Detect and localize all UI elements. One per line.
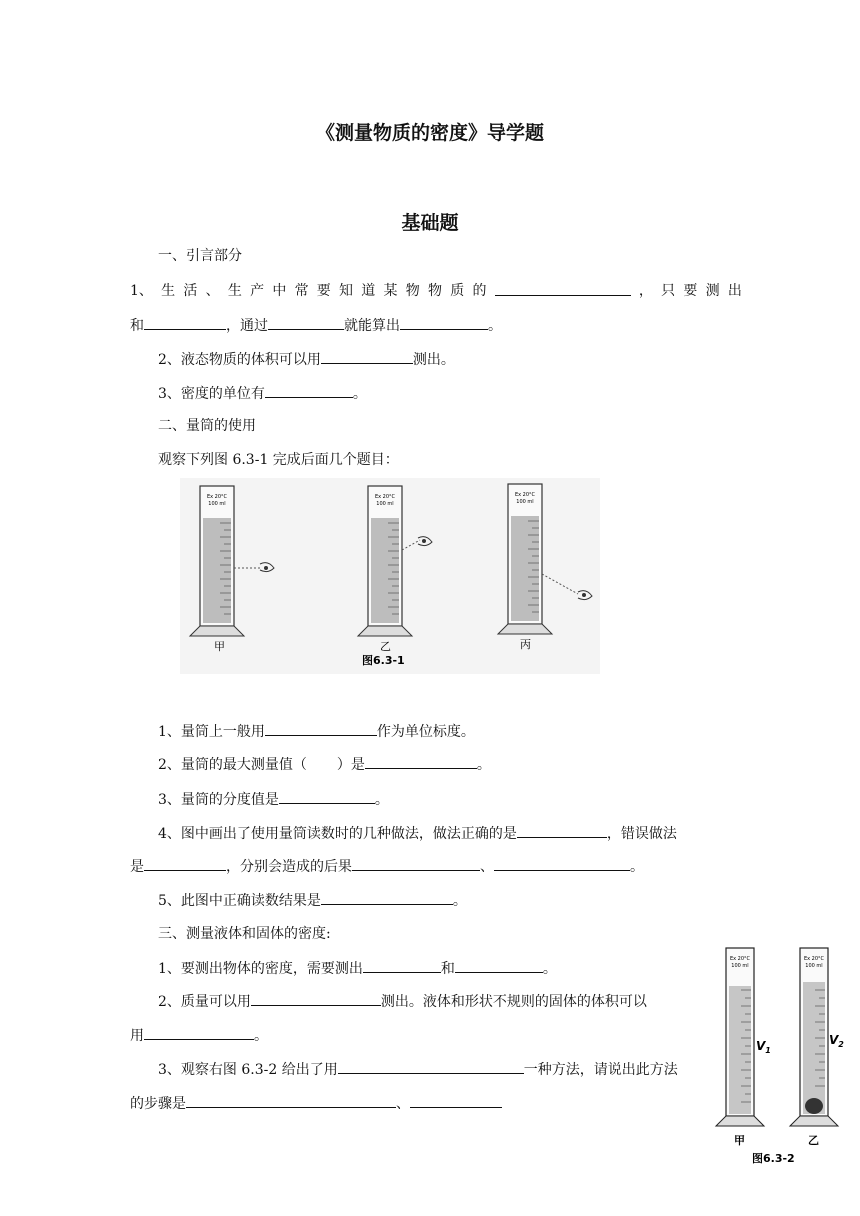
s3-q2-blank-2[interactable] [144, 1025, 254, 1040]
s2-q2-text: 2、量筒的最大测量值（ [158, 757, 307, 773]
s2-q2-blank[interactable] [365, 754, 477, 769]
figure-6-3-1 [180, 478, 600, 674]
s2-q1-blank[interactable] [265, 721, 377, 736]
figure-caption: 图6.3-1 [362, 654, 405, 667]
v2-label: $V_2$ [829, 1033, 844, 1049]
cylinder-label: Ex 20°C [729, 956, 751, 962]
s2-q4-blank-3[interactable] [352, 856, 480, 871]
section3-heading: 三、测量液体和固体的密度: [158, 926, 331, 942]
s3-q3-text: 的步骤是 [130, 1096, 186, 1112]
s3-q2-text: 测出。液体和形状不规则的固体的体积可以 [380, 994, 647, 1010]
s1-q1-char: 某 [383, 283, 398, 299]
s2-q4-line1 [158, 823, 677, 844]
s1-q1-text: 和 [130, 318, 144, 334]
section1-heading: 一、引言部分 [158, 248, 242, 264]
s1-q3-text: 3、密度的单位有 [158, 386, 265, 402]
s2-q4-blank-2[interactable] [144, 856, 226, 871]
s2-q4-blank-4[interactable] [494, 856, 630, 871]
s1-q1-char: 产 [250, 283, 265, 299]
s1-q1-text: 。 [488, 318, 502, 334]
s1-q1-blank-1[interactable] [495, 281, 631, 296]
s3-q2-text: 2、质量可以用 [158, 994, 251, 1010]
s3-q3-text: 一种方法，请说出此方法 [523, 1062, 678, 1078]
cylinder-capacity: 100 ml [376, 501, 394, 507]
s3-q2-text: 用 [130, 1028, 144, 1044]
figure-label-jia-2: 甲 [734, 1134, 745, 1147]
s2-q1 [158, 721, 475, 742]
s2-q4-text: 4、图中画出了使用量筒读数时的几种做法，做法正确的是 [158, 826, 517, 842]
cylinder-capacity: 100 ml [208, 501, 226, 507]
s1-q1-line2 [130, 315, 502, 336]
s2-q4-blank-1[interactable] [517, 823, 607, 838]
s3-q2-text: 。 [254, 1028, 268, 1044]
s1-q1-text: ，通过 [226, 318, 268, 334]
s2-q5 [158, 890, 467, 911]
s3-q3-blank-2[interactable] [186, 1093, 396, 1108]
s1-q1-char: 常 [294, 283, 309, 299]
s3-q1-text: 1、要测出物体的密度，需要测出 [158, 961, 363, 977]
s1-q1-line1 [130, 281, 742, 301]
s1-q2 [158, 349, 455, 370]
s3-q3-blank-3[interactable] [410, 1093, 502, 1108]
cylinder-capacity: 100 ml [805, 963, 823, 969]
s2-q4-text: 、 [480, 859, 494, 875]
s3-q3-text: 、 [396, 1096, 410, 1112]
cylinder-label: Ex 20°C [514, 492, 536, 498]
s2-q4-text: ，分别会造成的后果 [226, 859, 352, 875]
s2-q5-text: 5、此图中正确读数结果是 [158, 893, 321, 909]
s3-q3-blank-1[interactable] [338, 1059, 524, 1074]
s2-q4-text: 。 [630, 859, 644, 875]
s2-q1-text: 作为单位标度。 [376, 724, 475, 740]
figure-6-3-2 [708, 938, 846, 1168]
s1-q1-blank-4[interactable] [400, 315, 488, 330]
cylinder-jia-2 [716, 948, 771, 1147]
figure-label-bing: 丙 [520, 638, 531, 651]
s3-q1 [158, 958, 557, 979]
s1-q2-text: 2、液态物质的体积可以用 [158, 352, 321, 368]
s2-q3-text: 3、量筒的分度值是 [158, 792, 279, 808]
s1-q1-char: 生 [227, 283, 242, 299]
s3-q1-text: 和 [440, 961, 455, 977]
s1-q1-char: 中 [272, 283, 287, 299]
s1-q1-char: 道 [361, 283, 376, 299]
s3-q2-blank-1[interactable] [251, 991, 381, 1006]
s2-q2-text: ）是 [336, 757, 365, 773]
cylinder-capacity: 100 ml [731, 963, 749, 969]
s2-q4-line2 [130, 856, 644, 877]
s1-q1-char: 质 [450, 283, 465, 299]
s3-q2-line1 [158, 991, 647, 1012]
v1-label: $V_1$ [756, 1039, 771, 1055]
s1-q2-blank[interactable] [321, 349, 413, 364]
s3-q3-line2 [130, 1093, 502, 1114]
s1-q3-blank[interactable] [265, 383, 353, 398]
cylinder-label: Ex 20°C [206, 494, 228, 500]
s2-intro: 观察下列图 6.3-1 完成后面几个题目： [158, 452, 399, 468]
s1-q3-text: 。 [352, 386, 367, 402]
s1-q3 [158, 383, 367, 404]
figure-label-yi: 乙 [380, 640, 391, 653]
s1-q1-char: 物 [427, 283, 442, 299]
s1-q1-text: 就能算出 [344, 318, 400, 334]
s2-q1-text: 1、量筒上一般用 [158, 724, 265, 740]
cylinder-yi-2 [790, 948, 844, 1147]
s1-q1-blank-2[interactable] [144, 315, 226, 330]
s1-q2-text: 测出。 [412, 352, 455, 368]
s1-q1-char: 要 [316, 283, 331, 299]
s2-q3-text: 。 [374, 792, 389, 808]
s2-q4-text: 是 [130, 859, 144, 875]
s1-q1-char: 知 [339, 283, 354, 299]
section-subtitle: 基础题 [401, 212, 459, 234]
figure-label-yi-2: 乙 [808, 1134, 819, 1147]
s2-q2 [158, 754, 491, 775]
s2-q3-blank[interactable] [279, 789, 375, 804]
s3-q3-line1 [158, 1059, 678, 1080]
figure-label-jia: 甲 [214, 640, 225, 653]
s2-q5-blank[interactable] [321, 890, 453, 905]
s1-q1-char: 测 [705, 283, 720, 299]
s1-q1-char: 、 [205, 283, 220, 299]
s3-q2-line2 [130, 1025, 268, 1046]
s3-q1-blank-1[interactable] [363, 958, 441, 973]
s1-q1-char: 生 [161, 283, 176, 299]
s2-q5-text: 。 [452, 893, 467, 909]
s2-q4-text: ，错误做法 [606, 826, 677, 842]
document-title: 《测量物质的密度》导学题 [315, 122, 544, 144]
s1-q1-blank-3[interactable] [268, 315, 344, 330]
figure-caption-2: 图6.3-2 [752, 1152, 795, 1165]
solid-object [805, 1098, 823, 1114]
cylinder-label: Ex 20°C [803, 956, 825, 962]
section2-heading: 二、量筒的使用 [158, 418, 256, 434]
s3-q3-text: 3、观察右图 6.3-2 给出了用 [158, 1062, 338, 1078]
s1-q1-char: 只 [661, 283, 676, 299]
s1-q1-char: 活 [183, 283, 198, 299]
s3-q1-text: 。 [542, 961, 557, 977]
s2-q3 [158, 789, 389, 810]
s1-q1-char: 的 [472, 283, 487, 299]
s1-q1-char: 物 [405, 283, 420, 299]
cylinder-label: Ex 20°C [374, 494, 396, 500]
s1-q1-char: ， [638, 283, 653, 299]
s2-q2-text: 。 [476, 757, 491, 773]
cylinder-capacity: 100 ml [516, 499, 534, 505]
s1-q1-num: 1、 [130, 283, 153, 299]
s1-q1-char: 出 [727, 283, 742, 299]
s1-q1-char: 要 [683, 283, 698, 299]
s3-q1-blank-2[interactable] [455, 958, 543, 973]
